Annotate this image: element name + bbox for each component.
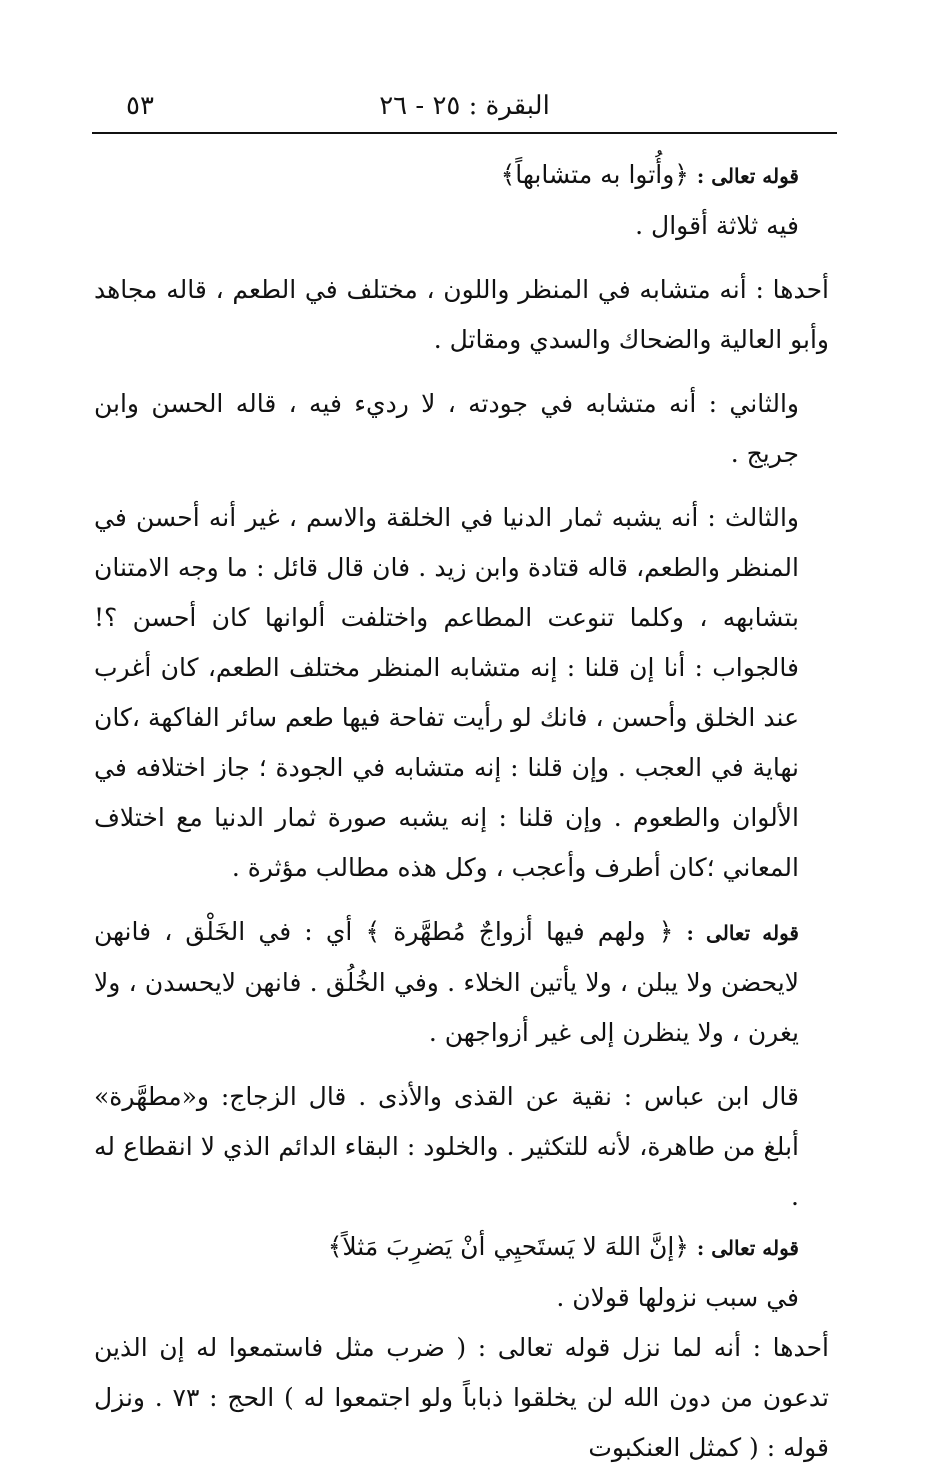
page-body — [94, 150, 829, 1473]
paragraph: فيه ثلاثة أقوال . — [635, 211, 799, 240]
paragraph-verse-heading — [94, 1222, 829, 1273]
verse-text: ﴿إنَّ اللهَ لا يَستَحيِي أنْ يَضرِبَ مَثلاً﴾ — [327, 1232, 697, 1261]
paragraph: أحدها : أنه متشابه في المنظر واللون ، مختلف في الطعم ، قاله مجاهد وأبو العالية والضحاك والسدي ومقاتل . — [94, 275, 829, 354]
verse-text: ﴿وأُتوا به متشابهاً﴾ — [500, 160, 697, 189]
verse-text: ﴿ ولهم فيها أزواجٌ مُطهَّرة ﴾ أي : في الخَلْق ، فانهن لايحضن ولا يبلن ، ولا يأتين الخلاء . وفي الخُلُق . فانهن لايحسدن ، ولا يغرن ، ولا ينظرن إلى غير أزواجهن . — [94, 917, 799, 1047]
paragraph-verse-heading — [94, 150, 829, 201]
header-rule — [92, 132, 837, 134]
paragraph: والثاني : أنه متشابه في جودته ، لا رديء فيه ، قاله الحسن وابن جريج . — [94, 389, 799, 468]
paragraph: في سبب نزولها قولان . — [556, 1283, 799, 1312]
paragraph-verse-heading — [94, 907, 829, 1058]
paragraph: قال ابن عباس : نقية عن القذى والأذى . قال الزجاج: و«مطهَّرة» أبلغ من طاهرة، لأنه للتكثير . والخلود : البقاء الدائم الذي لا انقطاع له . — [94, 1082, 799, 1211]
page-number: ٥٣ — [126, 91, 154, 121]
paragraph: أحدها : أنه لما نزل قوله تعالى : ( ضرب مثل فاستمعوا له إن الذين تدعون من دون الله لن يخلقوا ذباباً ولو اجتمعوا له ) الحج : ٧٣ . ونزل قوله : ( كمثل العنكبوت — [94, 1333, 829, 1462]
verse-lead: قوله تعالى : — [696, 1236, 799, 1260]
verse-lead: قوله تعالى : — [686, 921, 799, 945]
paragraph: والثالث : أنه يشبه ثمار الدنيا في الخلقة والاسم ، غير أنه أحسن في المنظر والطعم، قاله قتادة وابن زيد . فان قال قائل : ما وجه الامتنان بتشابهه ، وكلما تنوعت المطاعم واختلفت ألوانها كان أحسن ؟! فالجواب : أنا إن قلنا : إنه متشابه المنظر مختلف الطعم، كان أغرب عند الخلق وأحسن ، فانك لو رأيت تفاحة فيها طعم سائر الفاكهة ،كان نهاية في العجب . وإن قلنا : إنه متشابه في الجودة ؛ جاز اختلافه في الألوان والطعوم . وإن قلنا : إنه يشبه صورة ثمار الدنيا مع اختلاف المعاني ؛كان أطرف وأعجب ، وكل هذه مطالب مؤثرة . — [94, 503, 799, 882]
page-header — [92, 88, 837, 132]
running-title: البقرة : ٢٥ - ٢٦ — [379, 91, 550, 121]
verse-lead: قوله تعالى : — [696, 164, 799, 188]
